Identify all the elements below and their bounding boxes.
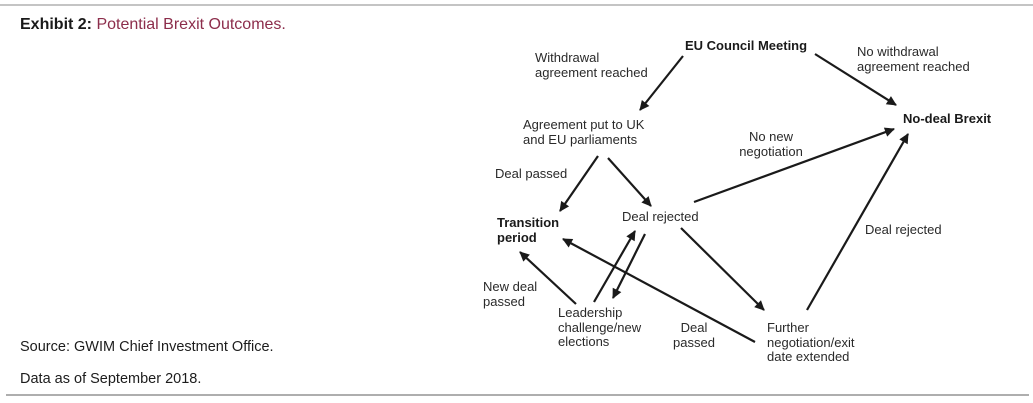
node-eu-council-meeting-line: EU Council Meeting [685,38,808,53]
node-transition-period-line: period [497,229,537,245]
arrow-deal-rejected-to-leadership [613,234,645,298]
label-deal-passed-upper-line: Deal passed [495,166,568,181]
node-leadership-challenge-new-elections [558,306,641,350]
label-no-withdrawal-agreement-reached [857,45,970,74]
label-no-new-negotiation [739,130,803,159]
node-transition-period [497,216,559,245]
arrow-parliaments-to-transition-period [560,156,598,211]
label-deal-passed-lower-line: Deal [680,320,708,335]
label-no-new-negotiation-line: No new [748,129,794,144]
source-note: Source: GWIM Chief Investment Office. [20,339,274,355]
label-withdrawal-agreement-reached-line: agreement reached [535,64,648,80]
label-deal-passed-upper [495,167,567,182]
node-deal-rejected-line: Deal rejected [622,209,699,224]
label-deal-rejected-right [865,223,942,238]
node-further-negotiation-exit-date-extended-line: date extended [767,349,850,364]
node-leadership-challenge-new-elections-line: challenge/new [558,319,642,335]
node-deal-rejected [622,210,699,225]
exhibit-title-prefix: Exhibit 2: [20,16,93,33]
label-new-deal-passed-line: passed [483,293,525,309]
node-further-negotiation-exit-date-extended-line: Further [767,320,809,335]
node-agreement-put-to-uk-eu-parliaments-line: Agreement put to UK [523,117,645,132]
label-deal-passed-lower-line: passed [673,334,715,350]
node-agreement-put-to-uk-eu-parliaments-line: and EU parliaments [523,131,638,147]
node-further-negotiation-exit-date-extended [767,321,854,365]
label-new-deal-passed [483,280,537,309]
label-deal-passed-lower [673,321,715,350]
label-withdrawal-agreement-reached-line: Withdrawal [535,50,600,65]
node-transition-period-line: Transition [497,215,560,230]
arrow-parliaments-to-deal-rejected [608,158,651,206]
label-no-new-negotiation-line: negotiation [739,143,803,159]
node-leadership-challenge-new-elections-line: elections [558,334,610,349]
node-further-negotiation-exit-date-extended-line: negotiation/exit [767,334,855,350]
label-no-withdrawal-agreement-reached-line: No withdrawal [857,44,939,59]
label-new-deal-passed-line: New deal [483,279,538,294]
node-agreement-put-to-uk-eu-parliaments [523,118,644,147]
label-deal-rejected-right-line: Deal rejected [865,222,942,237]
node-no-deal-brexit-line: No-deal Brexit [903,111,992,126]
label-withdrawal-agreement-reached [535,51,648,80]
bottom-divider [6,394,1029,396]
label-no-withdrawal-agreement-reached-line: agreement reached [857,58,970,74]
exhibit-title-text: Potential Brexit Outcomes. [92,16,286,33]
node-leadership-challenge-new-elections-line: Leadership [558,305,623,320]
data-as-of-note: Data as of September 2018. [20,371,202,387]
node-no-deal-brexit [903,112,991,127]
arrow-deal-rejected-to-further-negotiation [681,228,764,310]
node-eu-council-meeting [685,39,807,54]
